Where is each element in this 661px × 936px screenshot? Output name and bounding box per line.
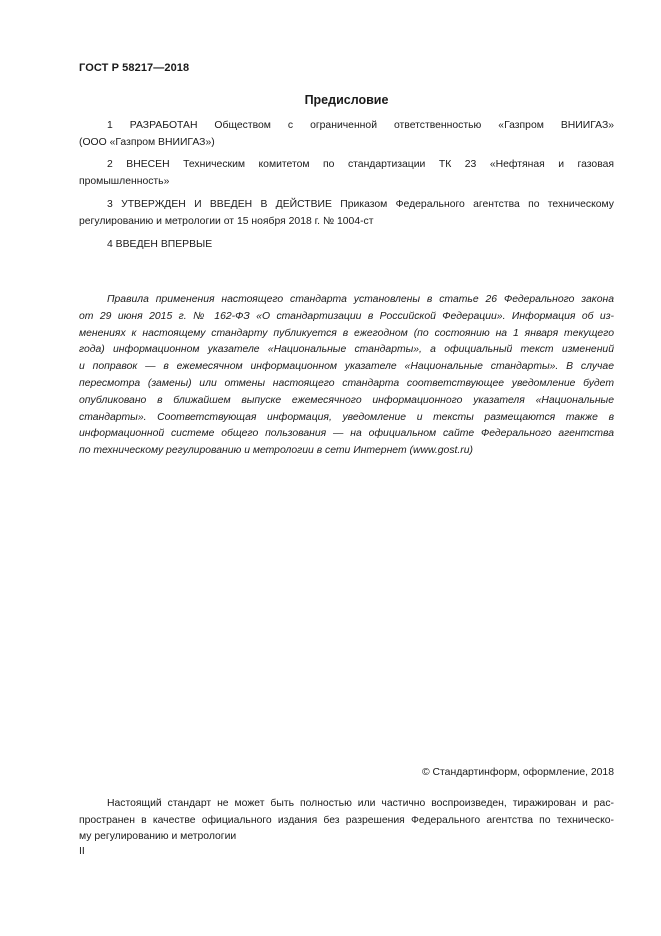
rules-notice-line: стандарты». Соответствующая информация, уведомление и тексты размещаются также в [79,411,614,423]
foreword-item-1 [79,118,614,151]
rules-notice-line: от 29 июня 2015 г. № 162-ФЗ «О стандартизации в Российской Федерации». Информация об из- [79,310,614,322]
rules-notice-line: информационной системе общего пользования — на официальном сайте Федерального агентства [79,428,614,440]
reproduction-notice-line: Настоящий стандарт не может быть полностью или частично воспроизведен, тиражирован и рас- [107,798,614,809]
reproduction-notice-line: му регулированию и метрологии [79,831,237,843]
reproduction-notice [79,796,614,846]
foreword-item-2 [79,157,614,190]
rules-notice-line: и поправок — в ежемесячном информационном указателе «Национальные стандарты». В случае [79,361,614,373]
rules-notice-line: года) информационном указателе «Национальные стандарты», а официальный текст изменений [79,344,614,356]
foreword-item-1-line-1: 1 РАЗРАБОТАН Обществом с ограниченной ответственностью «Газпром ВНИИГАЗ» [107,120,614,131]
copyright-line: © Стандартинформ, оформление, 2018 [421,767,614,778]
foreword-item-3 [79,197,614,230]
document-code-header: ГОСТ Р 58217—2018 [79,62,190,74]
rules-notice-line: пересмотра (замены) или отмены настоящего стандарта соответствующее уведомление будет [79,377,614,389]
rules-notice-line: менениях к настоящему стандарту публикуется в ежегодном (по состоянию на 1 января текущего [79,327,614,339]
section-title: Предисловие [304,93,389,107]
foreword-item-4-line-1: 4 ВВЕДЕН ВПЕРВЫЕ [107,239,213,250]
foreword-item-2-line-2: промышленность» [79,175,170,187]
page-number: II [79,846,85,857]
rules-notice-line: Правила применения настоящего стандарта установлены в статье 26 Федерального закона [107,294,614,305]
reproduction-notice-line: пространен в качестве официального издания без разрешения Федерального агентства по техническо- [79,814,614,826]
rules-notice-line: по техническому регулированию и метрологии в сети Интернет (www.gost.ru) [79,445,473,457]
foreword-item-1-line-2: (ООО «Газпром ВНИИГАЗ») [79,136,215,148]
rules-notice-line: опубликовано в ближайшем выпуске ежемесячного информационного указателя «Национальные [79,394,614,406]
foreword-item-3-line-1: 3 УТВЕРЖДЕН И ВВЕДЕН В ДЕЙСТВИЕ Приказом Федерального агентства по техническому [107,199,614,210]
foreword-item-4 [79,237,614,254]
foreword-item-3-line-2: регулированию и метрологии от 15 ноября 2018 г. № 1004-ст [79,215,374,227]
foreword-item-2-line-1: 2 ВНЕСЕН Техническим комитетом по стандартизации ТК 23 «Нефтяная и газовая [107,159,614,170]
rules-of-application-notice [79,292,614,460]
